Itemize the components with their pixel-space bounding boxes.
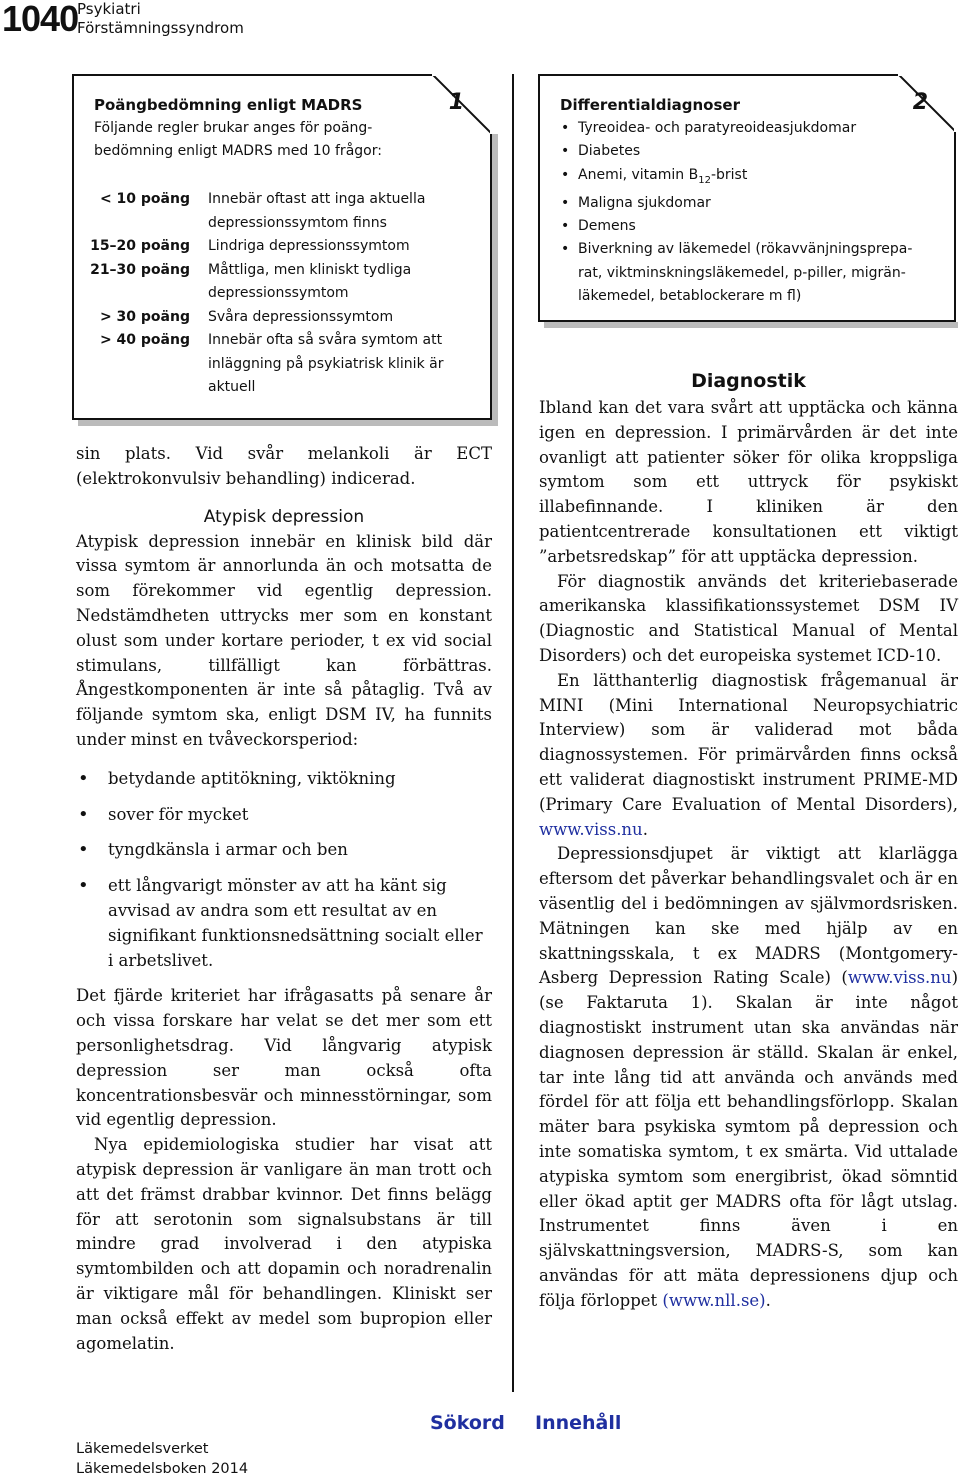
list-item: • ett långvarigt mönster av att ha känt sig avvisad av andra som ett resultat av en signifikant funktionsnedsättning socialt eller i arbetslivet. bbox=[76, 874, 492, 973]
madrs-score-label: > 40 poäng bbox=[99, 332, 190, 348]
list-item: • Tyreoidea- och paratyreoideasjukdomar bbox=[560, 117, 940, 140]
search-link[interactable]: Sökord bbox=[430, 1412, 505, 1434]
nll-link[interactable]: (www.nll.se) bbox=[662, 1290, 766, 1310]
paragraph: Atypisk depression innebär en klinisk bild där vissa symtom är annorlunda än och motsatta de som förekommer vid egentlig depression. Nedstämdheten uttrycks mer som en konstant olust som under kortare perioder, t ex vid social stimulans, tillfälligt kan förbättras. Ångestkomponenten är inte så påtaglig. Två av följande symtom ska, enligt DSM IV, ha funnits under minst en tvåveckorsperiod: bbox=[76, 531, 492, 749]
paragraph-text: Depressionsdjupet är viktigt att klarlägga eftersom det påverkar behandlingsvalet och är en väsentlig del i bedömningen av självmordsrisken. Mätningen kan ske med hjälp av en skattningsskala, t ex MADRS (Montgomery-Asberg Depression Rating Scale) ( bbox=[539, 844, 958, 988]
viss-link[interactable]: www.viss.nu bbox=[847, 968, 952, 988]
list-item: • Maligna sjukdomar bbox=[560, 192, 940, 215]
left-column bbox=[76, 442, 492, 1356]
list-item: • Diabetes bbox=[560, 140, 940, 163]
fact-box-number: 1 bbox=[448, 90, 464, 115]
paragraph: Nya epidemiologiska studier har visat att atypisk depression är vanligare än man trott och att det främst drabbar kvinnor. Det finns belägg för att serotonin som signalsubstans är till mindre grad involverad i den atypiska symtombilden och att dopamin och noradrenalin är viktigare mål för behandlingen. Kliniskt ser man också effekt av medel som bupropion eller agomelatin. bbox=[76, 1135, 492, 1353]
paragraph: sin plats. Vid svår melankoli är ECT (elektrokonvulsiv behandling) indicerad. bbox=[76, 444, 492, 488]
list-item-text: -brist bbox=[710, 166, 748, 183]
list-item: • Demens bbox=[560, 215, 940, 238]
column-divider bbox=[512, 74, 514, 1392]
running-header-section: Psykiatri bbox=[77, 0, 141, 18]
list-item bbox=[560, 164, 940, 192]
paragraph-text: En lätthanterlig diagnostisk frågemanual är MINI (Mini International Neuropsychiatric Interview) som är validerad mot båda diagnossystemen. För primärvården finns också ett validerat diagnostiskt instrument PRIME-MD (Primary Care Evaluation of Mental Disorders), bbox=[539, 670, 958, 814]
footer-book: Läkemedelsboken 2014 bbox=[76, 1461, 249, 1477]
madrs-score-label: 15–20 poäng bbox=[90, 238, 190, 254]
description-line: inläggning på psykiatrisk klinik är bbox=[208, 355, 444, 372]
paragraph-text: ) (se Faktaruta 1). Skalan är inte något diagnostiskt instrument utan ska användas när diagnosen depression är ställd. Skalan är enkel, tar inte lång tid att använda och används med fördel för att följa ett behandlingsförlopp. Skalan mäter bara psykiska symtom på depression och inte somatiska symtom, t ex smärta. Vid uttalade atypiska symtom som energibrist, ökad sömntid eller ökad aptit ger MADRS ofta för lågt utslag. Instrumentet finns även i en självskattningsversion, MADRS-S, som kan användas för att mäta depressionens djup och följa förloppet bbox=[539, 968, 958, 1310]
list-item: • sover för mycket bbox=[76, 803, 492, 828]
paragraph bbox=[539, 842, 958, 1313]
madrs-score-label: < 10 poäng bbox=[99, 191, 190, 207]
page-number: 1040 bbox=[2, 0, 79, 39]
list-item-line: rat, viktminskningsläkemedel, p-piller, migrän- bbox=[578, 264, 906, 281]
paragraph-text: . bbox=[765, 1290, 771, 1310]
madrs-row bbox=[78, 259, 478, 306]
symptom-list bbox=[76, 767, 492, 974]
fact-box-intro-line: Följande regler brukar anges för poäng- bbox=[94, 120, 373, 136]
fact-box-intro-line: bedömning enligt MADRS med 10 frågor: bbox=[94, 143, 382, 159]
paragraph bbox=[539, 669, 958, 843]
fact-box-title: Poängbedömning enligt MADRS bbox=[94, 96, 363, 114]
paragraph: Det fjärde kriteriet har ifrågasatts på senare år och vissa forskare har velat se det mer som ett personlighetsdrag. Vid långvarig atypisk depression ser man också ofta koncentrationsbesvär och minnesstörningar, som vid egentlig depression. bbox=[76, 986, 492, 1130]
description-line: depressionssymtom finns bbox=[208, 214, 387, 231]
madrs-score-description bbox=[200, 329, 478, 400]
description-line: aktuell bbox=[208, 379, 256, 395]
madrs-score-description bbox=[200, 306, 478, 330]
fact-box-shadow bbox=[544, 322, 958, 328]
list-item-line: läkemedel, betablockerare m fl) bbox=[578, 287, 802, 304]
subscript: 12 bbox=[698, 174, 711, 186]
differential-list bbox=[560, 117, 940, 308]
section-heading: Atypisk depression bbox=[203, 506, 365, 527]
madrs-score-label: 21–30 poäng bbox=[90, 261, 190, 278]
list-item: • tyngdkänsla i armar och ben bbox=[76, 838, 492, 863]
fact-box-madrs bbox=[72, 74, 492, 420]
madrs-score-description bbox=[200, 259, 478, 306]
fact-box-shadow bbox=[78, 420, 494, 426]
madrs-score-description bbox=[200, 188, 478, 235]
description-line: Innebär oftast att inga aktuella bbox=[208, 191, 426, 207]
footer-publisher: Läkemedelsverket bbox=[76, 1441, 209, 1457]
madrs-score-label: > 30 poäng bbox=[99, 308, 190, 325]
list-item bbox=[560, 238, 940, 308]
fact-box-title: Differentialdiagnoser bbox=[560, 96, 740, 114]
viss-link[interactable]: www.viss.nu bbox=[539, 819, 643, 839]
list-item-text: Anemi, vitamin B bbox=[578, 166, 699, 183]
madrs-row bbox=[78, 188, 478, 235]
fact-box-number: 2 bbox=[912, 90, 928, 115]
description-line: Svåra depressionssymtom bbox=[208, 308, 394, 325]
paragraph: För diagnostik används det kriteriebaserade amerikanska klassifikationssystemet DSM IV (Diagnostic and Statistical Manual of Mental Disorders) och det europeiska systemet ICD-10. bbox=[539, 571, 958, 665]
contents-link[interactable]: Innehåll bbox=[535, 1412, 622, 1434]
madrs-score-description bbox=[200, 235, 478, 259]
list-item: • betydande aptitökning, viktökning bbox=[76, 767, 492, 792]
madrs-row bbox=[78, 235, 478, 259]
description-line: Innebär ofta så svåra symtom att bbox=[208, 332, 443, 348]
description-line: Lindriga depressionssymtom bbox=[208, 238, 410, 254]
running-header-chapter: Förstämningssyndrom bbox=[77, 19, 244, 37]
fact-box-shadow bbox=[492, 134, 498, 426]
description-line: Måttliga, men kliniskt tydliga bbox=[208, 261, 412, 278]
madrs-row bbox=[78, 306, 478, 330]
paragraph-text: . bbox=[642, 819, 648, 839]
right-column bbox=[539, 366, 958, 1313]
list-item-line: • Biverkning av läkemedel (rökavvänjningsprepa- bbox=[578, 241, 913, 258]
paragraph: Ibland kan det vara svårt att upptäcka och känna igen en depression. I primärvården är det inte ovanligt att patienter söker för olika kroppsliga symtom som ett uttryck för psykiskt illabefinnande. I kliniken är den patientcentrerade konsultationen ett viktigt ”arbetsredskap” för att upptäcka depression. bbox=[539, 398, 958, 566]
section-heading: Diagnostik bbox=[691, 370, 806, 392]
description-line: depressionssymtom bbox=[208, 285, 349, 301]
madrs-score-table bbox=[78, 188, 478, 400]
fact-box-differential bbox=[538, 74, 956, 322]
madrs-row bbox=[78, 329, 478, 400]
